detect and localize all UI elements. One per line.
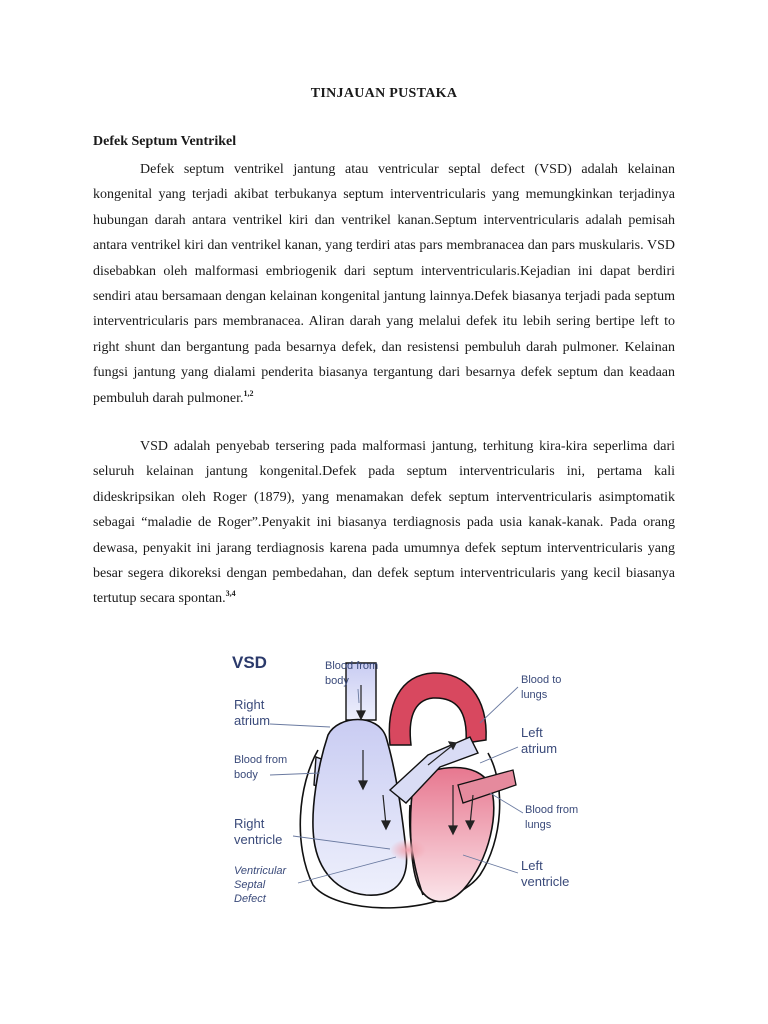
paragraph-2 <box>93 434 675 612</box>
right-heart-chamber <box>313 720 407 896</box>
paragraph-2-text: VSD adalah penyebab tersering pada malformasi jantung, terhitung kira-kira seperlima dari seluruh kelainan jantung kongenital.Defek pada septum interventricularis ini, pertama kali dideskripsikan oleh Roger (1879), yang menamakan defek septum interventricularis asimptomatik sebagai “maladie de Roger”.Penyakit ini biasanya terdiagnosis pada usia kanak-kanak. Pada orang dewasa, penyakit ini jarang terdiagnosis karena pada umumnya defek septum interventricularis yang besar segera dikoreksi dengan pembedahan, dan defek septum interventricularis yang kecil biasanya tertutup secara spontan. <box>93 439 675 607</box>
label-blood-from-lungs: Blood from lungs <box>525 804 579 831</box>
heart-illustration <box>218 645 593 920</box>
label-ventricular-septal-defect: Ventricular Septal Defect <box>234 865 287 905</box>
citation-1: 1,2 <box>243 388 254 398</box>
paragraph-1 <box>93 157 675 411</box>
aortic-arch <box>389 673 486 745</box>
label-left-atrium: Left atrium <box>521 725 558 756</box>
label-left-ventricle: Left ventricle <box>521 858 570 889</box>
vsd-heart-diagram <box>218 645 593 920</box>
diagram-title: VSD <box>232 653 267 672</box>
label-blood-from-body-top: Blood from body <box>325 660 379 687</box>
label-right-ventricle: Right ventricle <box>234 816 283 847</box>
page-title: TINJAUAN PUSTAKA <box>310 86 458 101</box>
label-blood-to-lungs: Blood to lungs <box>521 674 562 701</box>
septal-defect-shunt <box>390 839 426 861</box>
label-blood-from-body-left: Blood from body <box>234 754 288 781</box>
paragraph-1-text: Defek septum ventrikel jantung atau ventricular septal defect (VSD) adalah kelainan kongenital yang terjadi akibat terbukanya septum interventricularis yang memungkinkan terjadinya hubungan darah antara ventrikel kiri dan ventrikel kanan.Septum interventricularis adalah pemisah antara ventrikel kiri dan ventrikel kanan, yang terdiri atas pars membranacea dan pars muskularis. VSD disebabkan oleh malformasi embriogenik dari septum interventricularis.Kejadian ini dapat berdiri sendiri atau bersamaan dengan kelainan kongenital jantung lainnya.Defek biasanya terjadi pada septum interventricularis pars membranacea. Aliran darah yang melalui defek itu lebih sering bertipe left to right shunt dan bergantung pada besarnya defek, dan resistensi pembuluh darah pulmoner. Kelainan fungsi jantung yang dialami penderita biasanya tergantung dari besarnya defek septum dan keadaan pembuluh darah pulmoner. <box>93 162 675 406</box>
section-heading: Defek Septum Ventrikel <box>93 134 237 149</box>
label-right-atrium: Right atrium <box>234 697 271 728</box>
citation-2: 3,4 <box>225 589 236 599</box>
